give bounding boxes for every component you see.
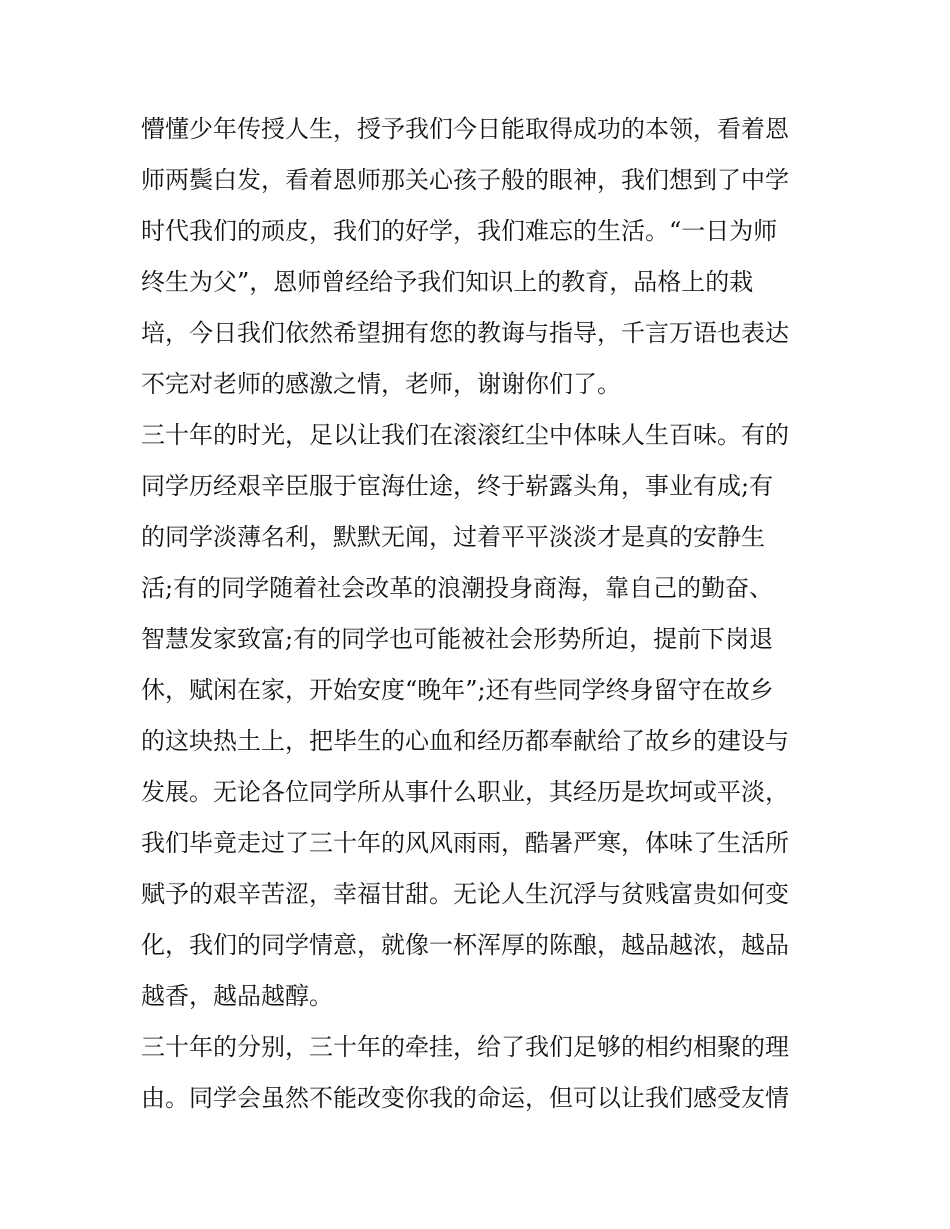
text-line: 培，今日我们依然希望拥有您的教诲与指导，千言万语也表达 xyxy=(141,319,789,347)
body-text xyxy=(141,104,821,1124)
text-line: 越香，越品越醇。 xyxy=(141,982,333,1010)
text-line: 我们毕竟走过了三十年的风风雨雨，酷暑严寒，体味了生活所 xyxy=(141,829,789,857)
text-line: 时代我们的顽皮，我们的好学，我们难忘的生活。“一日为师 xyxy=(141,217,778,245)
text-line: 师两鬓白发，看着恩师那关心孩子般的眼神，我们想到了中学 xyxy=(141,166,789,194)
text-line: 三十年的分别，三十年的牵挂，给了我们足够的相约相聚的理 xyxy=(141,1033,789,1061)
text-line: 同学历经艰辛臣服于宦海仕途，终于崭露头角，事业有成;有 xyxy=(141,472,774,500)
text-line: 活;有的同学随着社会改革的浪潮投身商海，靠自己的勤奋、 xyxy=(141,574,774,602)
text-line: 由。同学会虽然不能改变你我的命运，但可以让我们感受友情 xyxy=(141,1084,789,1112)
text-line: 不完对老师的感激之情，老师，谢谢你们了。 xyxy=(141,370,621,398)
text-line: 发展。无论各位同学所从事什么职业，其经历是坎坷或平淡， xyxy=(141,778,789,806)
text-line: 终生为父”，恩师曾经给予我们知识上的教育，品格上的栽 xyxy=(141,268,754,296)
text-line: 懵懂少年传授人生，授予我们今日能取得成功的本领，看着恩 xyxy=(141,115,789,143)
text-line: 的这块热土上，把毕生的心血和经历都奉献给了故乡的建设与 xyxy=(141,727,789,755)
text-line: 赋予的艰辛苦涩，幸福甘甜。无论人生沉浮与贫贱富贵如何变 xyxy=(141,880,789,908)
text-line: 化，我们的同学情意，就像一杯浑厚的陈酿，越品越浓，越品 xyxy=(141,931,789,959)
text-line: 休，赋闲在家，开始安度“晚年”;还有些同学终身留守在故乡 xyxy=(141,676,774,704)
text-line: 智慧发家致富;有的同学也可能被社会形势所迫，提前下岗退 xyxy=(141,625,774,653)
text-line: 三十年的时光，足以让我们在滚滚红尘中体味人生百味。有的 xyxy=(141,421,789,449)
text-line: 的同学淡薄名利，默默无闻，过着平平淡淡才是真的安静生 xyxy=(141,523,765,551)
